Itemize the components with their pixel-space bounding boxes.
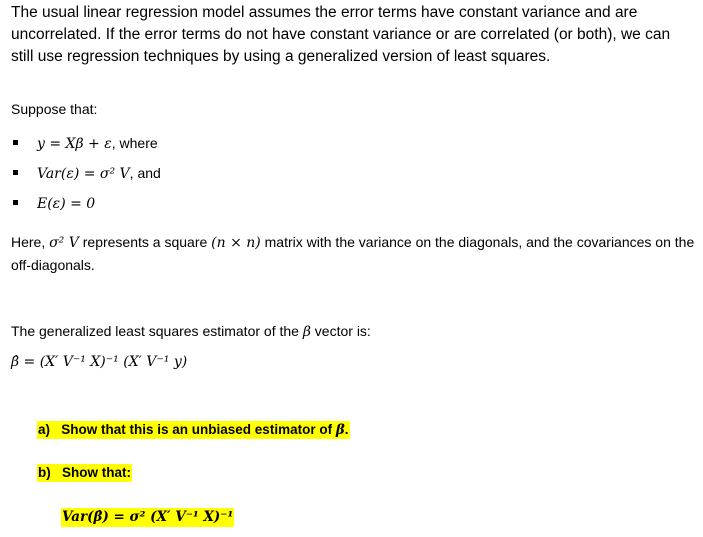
assumption-math: y = Xβ + ε [37, 136, 112, 152]
bullet-square-icon [13, 170, 18, 175]
intro-paragraph: The usual linear regression model assumes the error terms have constant variance and are uncorrelated. If the error terms do not have constant variance or are correlated (or both), we can still use regression techniques by using a generalized version of least squares. [11, 4, 671, 65]
assumption-text: , where [111, 135, 158, 151]
list-item [11, 192, 161, 222]
text-run: represents a square [78, 234, 212, 250]
beta-math: β [302, 324, 311, 340]
text-run: vector is: [310, 323, 371, 339]
assumption-math: E(ε) = 0 [37, 196, 96, 212]
assumption-list [11, 132, 161, 222]
question-text: Show that this is an unbiased estimator of [61, 422, 336, 437]
bullet-square-icon [13, 140, 18, 145]
text-run: matrix with the variance on the diagonals, and the covariances on the off-diagonals. [11, 234, 695, 273]
list-item [11, 132, 161, 162]
matrix-size-math: (n × n) [211, 235, 261, 251]
question-label: a) [38, 422, 51, 437]
question-b [37, 462, 132, 484]
question-a-highlight [37, 421, 350, 439]
variance-formula-highlight: Var(β̂) = σ² (X′ V⁻¹ X)⁻¹ [62, 509, 234, 525]
text-run: Here, [11, 234, 50, 250]
question-label: b) [38, 465, 51, 480]
list-item [11, 162, 161, 192]
text-run: The generalized least squares estimator of the [11, 323, 303, 339]
sigma-v-math: σ² V [49, 235, 79, 251]
covariance-paragraph [11, 231, 696, 276]
question-b-highlight [37, 464, 132, 482]
question-end: . [344, 422, 349, 437]
assumption-text: , and [129, 165, 161, 181]
gls-intro [11, 320, 371, 343]
question-a [37, 419, 350, 441]
variance-formula [61, 506, 234, 528]
beta-math: β [335, 422, 345, 438]
bullet-square-icon [13, 200, 18, 205]
question-text: Show that: [62, 465, 132, 480]
gls-estimator-formula: β̂ = (X′ V⁻¹ X)⁻¹ (X′ V⁻¹ y) [11, 354, 188, 370]
assumption-math: Var(ε) = σ² V [37, 166, 130, 182]
suppose-label: Suppose that: [11, 101, 98, 117]
